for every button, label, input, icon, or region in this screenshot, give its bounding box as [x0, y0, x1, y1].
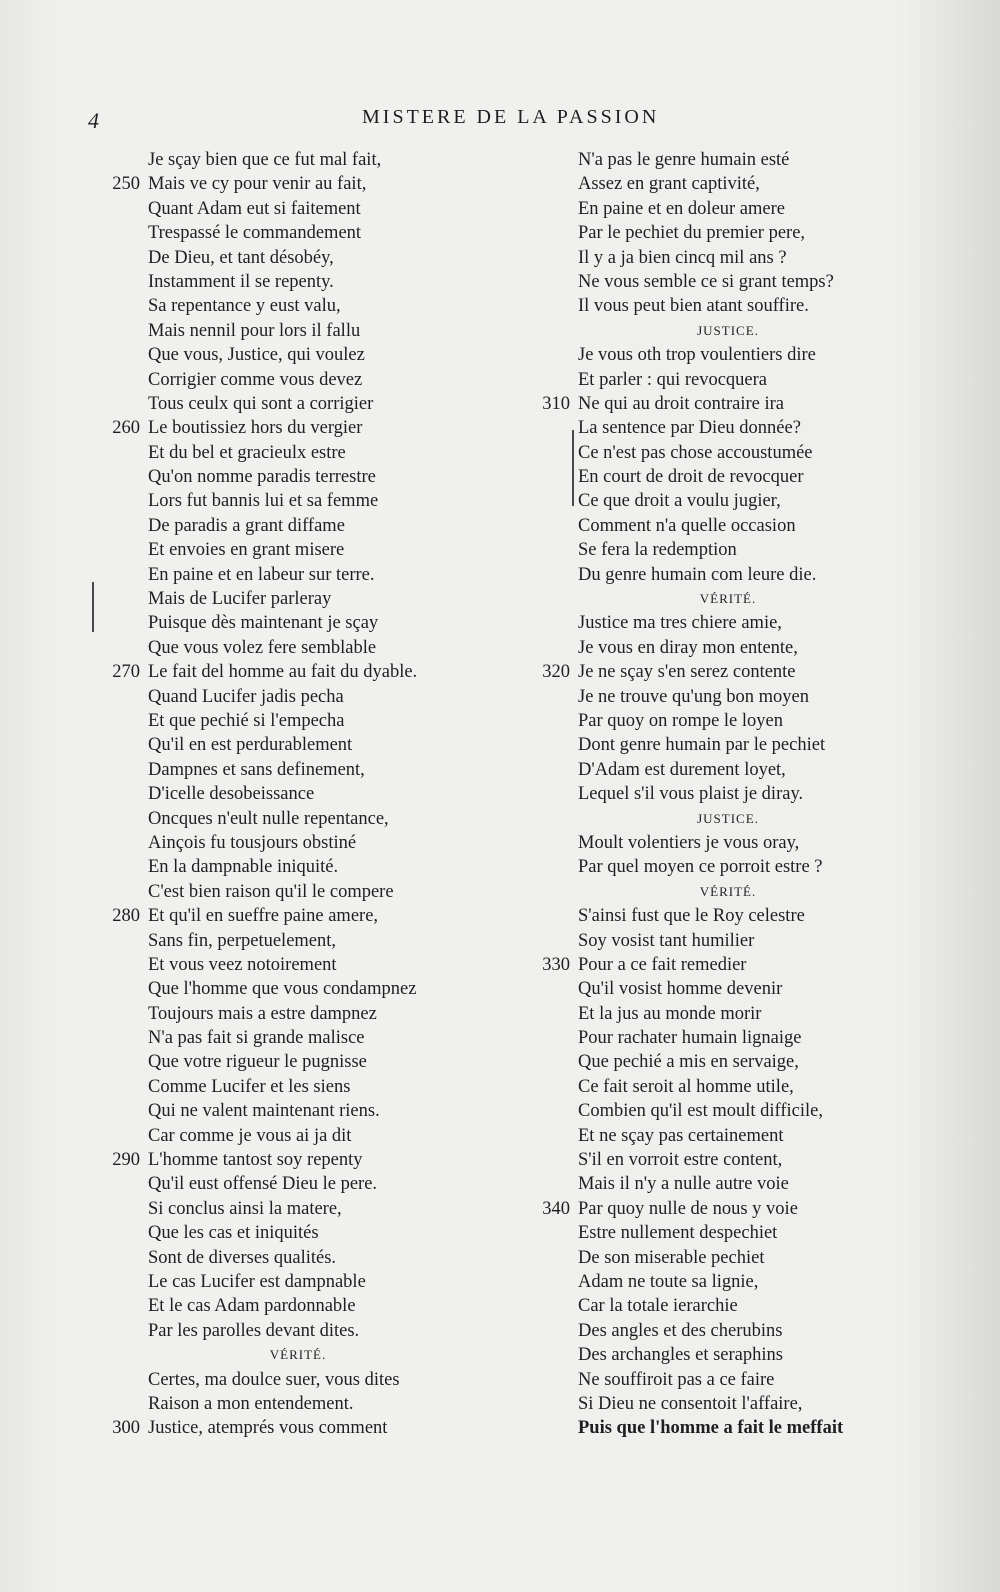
- verse-text: Ce que droit a voulu jugier,: [578, 491, 781, 512]
- speaker-label: [530, 319, 930, 343]
- verse-line: [530, 929, 930, 953]
- verse-text: En paine et en labeur sur terre.: [148, 564, 375, 585]
- verse-text: Qui ne valent maintenant riens.: [148, 1101, 380, 1122]
- verse-text: Que votre rigueur le pugnisse: [148, 1052, 367, 1073]
- verse-text: Et la jus au monde morir: [578, 1003, 762, 1024]
- verse-line: [100, 392, 500, 416]
- verse-line: [100, 441, 500, 465]
- verse-text: Ne souffiroit pas a ce faire: [578, 1369, 775, 1390]
- verse-line: [100, 148, 500, 172]
- line-number: 320: [542, 662, 570, 683]
- verse-text: Mais il n'y a nulle autre voie: [578, 1174, 789, 1195]
- verse-line: [100, 368, 500, 392]
- verse-line: [530, 148, 930, 172]
- verse-text: Puis que l'homme a fait le meffait: [578, 1418, 844, 1439]
- verse-line: [530, 246, 930, 270]
- verse-line: [530, 1002, 930, 1026]
- verse-text: Le boutissiez hors du vergier: [148, 418, 363, 439]
- speaker-label: [530, 880, 930, 904]
- verse-line: [530, 1197, 930, 1221]
- verse-line: [530, 197, 930, 221]
- verse-text: Par le pechiet du premier pere,: [578, 223, 806, 244]
- verse-line: [100, 1270, 500, 1294]
- verse-line: [100, 416, 500, 440]
- verse-text: Corrigier comme vous devez: [148, 369, 363, 390]
- verse-line: [100, 977, 500, 1001]
- verse-text: Je sçay bien que ce fut mal fait,: [148, 150, 382, 170]
- verse-line: [100, 587, 500, 611]
- verse-text: Qu'on nomme paradis terrestre: [148, 467, 376, 488]
- verse-line: [530, 758, 930, 782]
- verse-text: Comment n'a quelle occasion: [578, 515, 796, 536]
- verse-line: [530, 904, 930, 928]
- verse-line: [100, 1197, 500, 1221]
- verse-text: Et que pechié si l'empecha: [148, 710, 345, 731]
- verse-line: [100, 660, 500, 684]
- verse-text: Ne vous semble ce si grant temps?: [578, 271, 834, 292]
- verse-text: Des archangles et seraphins: [578, 1345, 783, 1366]
- line-number: 280: [112, 906, 140, 927]
- verse-line: [530, 514, 930, 538]
- verse-line: [530, 1172, 930, 1196]
- verse-line: [100, 319, 500, 343]
- verse-line: [530, 538, 930, 562]
- verse-text: S'il en vorroit estre content,: [578, 1150, 783, 1171]
- verse-line: [100, 1099, 500, 1123]
- verse-text: Pour rachater humain lignaige: [578, 1028, 802, 1049]
- verse-line: [100, 1246, 500, 1270]
- verse-text: Si conclus ainsi la matere,: [148, 1198, 342, 1219]
- verse-text: Et parler : qui revocquera: [578, 369, 768, 390]
- verse-text: Par quoy nulle de nous y voie: [578, 1198, 798, 1219]
- speaker-label: [530, 807, 930, 831]
- verse-text: Il y a ja bien cincq mil ans ?: [578, 247, 787, 268]
- verse-text: Qu'il vosist homme devenir: [578, 979, 783, 1000]
- verse-text: Le fait del homme au fait du dyable.: [148, 662, 418, 683]
- verse-text: N'a pas fait si grande malisce: [148, 1028, 365, 1049]
- verse-line: [530, 489, 930, 513]
- speaker-name: JUSTICE.: [697, 322, 759, 338]
- verse-text: Dampnes et sans definement,: [148, 759, 365, 780]
- verse-text: Par les parolles devant dites.: [148, 1320, 360, 1341]
- verse-line: [100, 807, 500, 831]
- verse-text: Ce n'est pas chose accoustumée: [578, 442, 813, 463]
- verse-line: [530, 1099, 930, 1123]
- verse-line: [530, 636, 930, 660]
- verse-line: [530, 1075, 930, 1099]
- verse-line: [100, 855, 500, 879]
- verse-text: Je vous en diray mon entente,: [578, 637, 798, 658]
- verse-text: La sentence par Dieu donnée?: [578, 418, 801, 439]
- verse-line: [530, 685, 930, 709]
- verse-text: Quant Adam eut si faitement: [148, 198, 361, 219]
- verse-text: Sont de diverses qualités.: [148, 1247, 337, 1268]
- line-number: 270: [112, 662, 140, 683]
- verse-text: Instamment il se repenty.: [148, 271, 334, 292]
- verse-line: [530, 1294, 930, 1318]
- running-head: [0, 104, 1000, 134]
- verse-line: [100, 953, 500, 977]
- verse-line: [100, 1221, 500, 1245]
- verse-line: [100, 221, 500, 245]
- left-column: [100, 148, 500, 1441]
- verse-text: Trespassé le commandement: [148, 223, 362, 244]
- verse-line: [100, 172, 500, 196]
- verse-text: D'Adam est durement loyet,: [578, 759, 786, 780]
- verse-line: [100, 733, 500, 757]
- line-number: 260: [112, 418, 140, 439]
- verse-line: [100, 294, 500, 318]
- verse-text: Mais nennil pour lors il fallu: [148, 320, 361, 341]
- line-number: 330: [542, 954, 570, 975]
- verse-text: Par quoy on rompe le loyen: [578, 710, 783, 731]
- verse-text: Et qu'il en sueffre paine amere,: [148, 906, 379, 927]
- verse-text: Et le cas Adam pardonnable: [148, 1296, 356, 1317]
- verse-line: [530, 1343, 930, 1367]
- verse-line: [530, 1148, 930, 1172]
- verse-text: Lequel s'il vous plaist je diray.: [578, 784, 804, 805]
- verse-text: Pour a ce fait remedier: [578, 954, 747, 975]
- verse-text: Estre nullement despechiet: [578, 1223, 778, 1244]
- verse-line: [530, 611, 930, 635]
- verse-line: [530, 1026, 930, 1050]
- verse-text: Il vous peut bien atant souffire.: [578, 296, 809, 317]
- verse-line: [530, 270, 930, 294]
- verse-line: [100, 1075, 500, 1099]
- line-number: 340: [542, 1198, 570, 1219]
- verse-line: [530, 782, 930, 806]
- speaker-name: JUSTICE.: [697, 810, 759, 826]
- verse-line: [100, 1050, 500, 1074]
- verse-text: Justice, atemprés vous comment: [148, 1418, 388, 1439]
- verse-text: Que les cas et iniquités: [148, 1223, 319, 1244]
- verse-text: Je vous oth trop voulentiers dire: [578, 345, 816, 366]
- verse-line: [530, 953, 930, 977]
- verse-line: [530, 733, 930, 757]
- line-number: 310: [542, 393, 570, 414]
- verse-line: [530, 465, 930, 489]
- verse-line: [100, 709, 500, 733]
- verse-text: Qu'il en est perdurablement: [148, 735, 353, 756]
- verse-line: [100, 197, 500, 221]
- verse-text: Sa repentance y eust valu,: [148, 296, 341, 317]
- verse-text: Raison a mon entendement.: [148, 1393, 354, 1414]
- verse-text: Dont genre humain par le pechiet: [578, 735, 826, 756]
- verse-line: [530, 831, 930, 855]
- verse-line: [100, 1124, 500, 1148]
- verse-text: Combien qu'il est moult difficile,: [578, 1101, 824, 1122]
- verse-text: Puisque dès maintenant je sçay: [148, 613, 379, 634]
- speaker-label: [530, 587, 930, 611]
- verse-text: Par quel moyen ce porroit estre ?: [578, 857, 823, 878]
- verse-line: [100, 611, 500, 635]
- verse-line: [530, 1368, 930, 1392]
- verse-text: Assez en grant captivité,: [578, 174, 760, 195]
- verse-line: [530, 660, 930, 684]
- verse-line: [530, 1050, 930, 1074]
- verse-line: [530, 1221, 930, 1245]
- verse-text: S'ainsi fust que le Roy celestre: [578, 906, 805, 927]
- line-number: 300: [112, 1418, 140, 1439]
- verse-line: [100, 1026, 500, 1050]
- verse-line: [530, 1392, 930, 1416]
- verse-text: Que vous volez fere semblable: [148, 637, 377, 658]
- verse-text: Qu'il eust offensé Dieu le pere.: [148, 1174, 378, 1195]
- speaker-name: VÉRITÉ.: [699, 591, 757, 607]
- verse-line: [100, 563, 500, 587]
- verse-text: Que l'homme que vous condampnez: [148, 979, 417, 1000]
- verse-line: [100, 685, 500, 709]
- verse-text: Soy vosist tant humilier: [578, 930, 755, 951]
- verse-text: C'est bien raison qu'il le compere: [148, 881, 394, 902]
- verse-line: [100, 246, 500, 270]
- verse-text: Je ne trouve qu'ung bon moyen: [578, 686, 809, 707]
- verse-text: Car la totale ierarchie: [578, 1296, 738, 1317]
- line-number: 290: [112, 1150, 140, 1171]
- page-number: 4: [88, 108, 99, 133]
- verse-line: [100, 1416, 500, 1440]
- verse-text: Que pechié a mis en servaige,: [578, 1052, 799, 1073]
- verse-text: Mais ve cy pour venir au fait,: [148, 174, 367, 195]
- margin-mark-left: [92, 582, 94, 632]
- verse-line: [530, 1270, 930, 1294]
- verse-line: [530, 392, 930, 416]
- verse-text: D'icelle desobeissance: [148, 784, 315, 805]
- verse-text: L'homme tantost soy repenty: [148, 1150, 363, 1171]
- verse-text: Je ne sçay s'en serez contente: [578, 662, 796, 683]
- verse-line: [100, 880, 500, 904]
- verse-text: Sans fin, perpetuelement,: [148, 930, 337, 951]
- verse-text: Ne qui au droit contraire ira: [578, 393, 784, 414]
- verse-line: [530, 221, 930, 245]
- verse-text: Du genre humain com leure die.: [578, 564, 817, 585]
- verse-line: [100, 538, 500, 562]
- speaker-label: [100, 1343, 500, 1367]
- verse-line: [530, 368, 930, 392]
- verse-line: [100, 1368, 500, 1392]
- verse-text: Moult volentiers je vous oray,: [578, 832, 800, 853]
- verse-text: Et du bel et gracieulx estre: [148, 442, 346, 463]
- speaker-name: VÉRITÉ.: [269, 1347, 327, 1363]
- verse-text: Que vous, Justice, qui voulez: [148, 345, 365, 366]
- running-title: MISTERE DE LA PASSION: [362, 106, 660, 128]
- verse-text: Car comme je vous ai ja dit: [148, 1125, 352, 1146]
- verse-text: Toujours mais a estre dampnez: [148, 1003, 377, 1024]
- verse-line: [530, 855, 930, 879]
- verse-line: [530, 977, 930, 1001]
- verse-line: [100, 343, 500, 367]
- verse-text: Des angles et des cherubins: [578, 1320, 783, 1341]
- verse-line: [100, 1148, 500, 1172]
- verse-line: [100, 636, 500, 660]
- verse-line: [100, 270, 500, 294]
- verse-line: [100, 1319, 500, 1343]
- verse-line: [530, 1319, 930, 1343]
- verse-line: [530, 441, 930, 465]
- verse-text: Certes, ma doulce suer, vous dites: [148, 1369, 400, 1390]
- verse-text: Et envoies en grant misere: [148, 540, 345, 561]
- verse-line: [100, 465, 500, 489]
- verse-line: [100, 1002, 500, 1026]
- verse-line: [530, 416, 930, 440]
- verse-line: [530, 343, 930, 367]
- verse-line: [100, 782, 500, 806]
- verse-text: De paradis a grant diffame: [148, 515, 345, 536]
- verse-text: En court de droit de revocquer: [578, 467, 804, 488]
- verse-line: [100, 929, 500, 953]
- verse-text: Se fera la redemption: [578, 540, 737, 561]
- verse-text: De Dieu, et tant désobéy,: [148, 247, 334, 268]
- verse-line: [530, 709, 930, 733]
- verse-text: Ainçois fu tousjours obstiné: [148, 832, 357, 853]
- verse-text: Le cas Lucifer est dampnable: [148, 1271, 366, 1292]
- verse-text: En paine et en doleur amere: [578, 198, 785, 219]
- verse-line: [100, 1294, 500, 1318]
- verse-line: [100, 758, 500, 782]
- verse-line: [530, 1416, 930, 1440]
- verse-text: Ce fait seroit al homme utile,: [578, 1076, 794, 1097]
- verse-text: Si Dieu ne consentoit l'affaire,: [578, 1393, 803, 1414]
- verse-text: Comme Lucifer et les siens: [148, 1076, 351, 1097]
- verse-text: Et vous veez notoirement: [148, 954, 337, 975]
- verse-text: N'a pas le genre humain esté: [578, 150, 790, 170]
- verse-line: [100, 904, 500, 928]
- verse-text: Mais de Lucifer parleray: [148, 589, 332, 610]
- verse-line: [530, 172, 930, 196]
- verse-line: [100, 1172, 500, 1196]
- verse-text: Justice ma tres chiere amie,: [578, 613, 782, 634]
- verse-text: Oncques n'eult nulle repentance,: [148, 808, 389, 829]
- right-column: [530, 148, 930, 1441]
- verse-line: [100, 831, 500, 855]
- verse-text: Lors fut bannis lui et sa femme: [148, 491, 379, 512]
- verse-line: [100, 489, 500, 513]
- verse-line: [100, 514, 500, 538]
- verse-text: Et ne sçay pas certainement: [578, 1125, 784, 1146]
- verse-text: Tous ceulx qui sont a corrigier: [148, 393, 374, 414]
- verse-line: [530, 1124, 930, 1148]
- verse-line: [100, 1392, 500, 1416]
- verse-line: [530, 1246, 930, 1270]
- margin-mark-right: [572, 430, 574, 506]
- line-number: 250: [112, 174, 140, 195]
- speaker-name: VÉRITÉ.: [699, 883, 757, 899]
- verse-line: [530, 294, 930, 318]
- verse-text: De son miserable pechiet: [578, 1247, 765, 1268]
- verse-text: Adam ne toute sa lignie,: [578, 1271, 759, 1292]
- verse-text: Quand Lucifer jadis pecha: [148, 686, 344, 707]
- verse-line: [530, 563, 930, 587]
- verse-text: En la dampnable iniquité.: [148, 857, 339, 878]
